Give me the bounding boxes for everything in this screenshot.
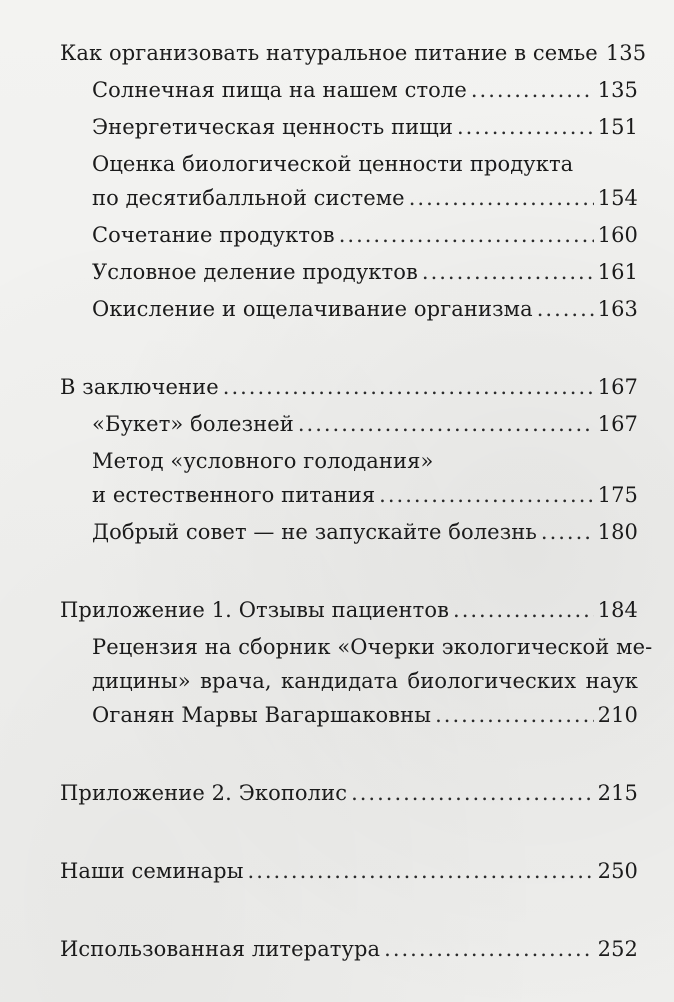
toc-entry-title: Наши семинары — [60, 859, 244, 883]
toc-entry-title: «Букет» болезней — [92, 412, 294, 436]
dot-leader — [471, 73, 594, 107]
toc-entry-title-line: и естественного питания — [92, 483, 376, 507]
toc-entry-product-division[interactable] — [92, 255, 638, 289]
toc-entry-biological-value[interactable] — [92, 147, 638, 215]
dot-leader — [435, 698, 594, 732]
toc-entry-seminars[interactable] — [60, 854, 638, 888]
toc-entry-food-combining[interactable] — [92, 218, 638, 252]
toc-entry-good-advice[interactable] — [92, 515, 638, 549]
toc-entry-appendix-1[interactable] — [60, 593, 638, 627]
dot-leader — [537, 292, 594, 326]
toc-entry-title: Приложение 2. Экополис — [60, 781, 348, 805]
dot-leader — [409, 181, 594, 215]
toc-entry-title-line: Оганян Марвы Вагаршаковны — [92, 703, 432, 727]
toc-entry-bouquet-of-diseases[interactable] — [92, 407, 638, 441]
toc-entry-title-line: дицины» врача, кандидата биологических наук — [92, 669, 638, 693]
toc-entry-appendix-2[interactable] — [60, 776, 638, 810]
toc-page-number: 135 — [605, 41, 647, 65]
toc-page-number: 151 — [597, 115, 638, 139]
toc-page-number: 180 — [597, 520, 638, 544]
dot-leader — [541, 515, 594, 549]
toc-entry-title: Приложение 1. Отзывы пациентов — [60, 598, 450, 622]
toc-entry-title: Солнечная пища на нашем столе — [92, 78, 467, 102]
toc-entry-review[interactable] — [92, 630, 653, 732]
toc-entry-title: Условное деление продуктов — [92, 260, 418, 284]
toc-entry-title-line: по десятибалльной системе — [92, 186, 405, 210]
toc-entry-references[interactable] — [60, 932, 638, 966]
toc-entry-energy-value[interactable] — [92, 110, 638, 144]
toc-entry-conditional-fasting[interactable] — [92, 444, 638, 512]
toc-page-number: 161 — [597, 260, 638, 284]
dot-leader — [248, 854, 594, 888]
dot-leader — [351, 776, 594, 810]
dot-leader — [379, 478, 593, 512]
toc-entry-solar-food[interactable] — [92, 73, 638, 107]
toc-entry-acid-alkaline[interactable] — [92, 292, 638, 326]
toc-page-number: 167 — [597, 412, 638, 436]
dot-leader — [422, 255, 594, 289]
dot-leader — [384, 932, 593, 966]
toc-entry-title: Энергетическая ценность пищи — [92, 115, 453, 139]
toc-page-number: 163 — [597, 297, 638, 321]
toc-page-number: 250 — [597, 859, 638, 883]
dot-leader — [223, 370, 594, 404]
toc-page-number: 167 — [597, 375, 638, 399]
toc-entry-title-line: Метод «условного голодания» — [92, 449, 434, 473]
toc-page-number: 252 — [597, 937, 638, 961]
toc-entry-title: Добрый совет — не запускайте болезнь — [92, 520, 537, 544]
toc-entry-title: Как организовать натуральное питание в семье — [60, 41, 598, 65]
dot-leader — [298, 407, 594, 441]
toc-entry-conclusion[interactable] — [60, 370, 638, 404]
toc-entry-title: Окисление и ощелачивание организма — [92, 297, 533, 321]
toc-page-number: 160 — [597, 223, 638, 247]
toc-page-number: 154 — [597, 186, 638, 210]
toc-entry-title: Использованная литература — [60, 937, 381, 961]
toc-page-number: 215 — [597, 781, 638, 805]
dot-leader — [339, 218, 594, 252]
dot-leader — [457, 110, 594, 144]
toc-page-number: 135 — [597, 78, 638, 102]
toc-entry-natural-nutrition[interactable] — [60, 36, 647, 70]
toc-page-number: 184 — [597, 598, 638, 622]
dot-leader — [453, 593, 594, 627]
toc-entry-title: В заключение — [60, 375, 219, 399]
toc-entry-title-line: Оценка биологической ценности продукта — [92, 152, 574, 176]
toc-entry-title-line: Рецензия на сборник «Очерки экологической ме- — [92, 635, 653, 659]
toc-page-number: 175 — [597, 483, 638, 507]
table-of-contents — [60, 36, 653, 966]
toc-entry-title: Сочетание продуктов — [92, 223, 335, 247]
toc-page-number: 210 — [597, 703, 638, 727]
